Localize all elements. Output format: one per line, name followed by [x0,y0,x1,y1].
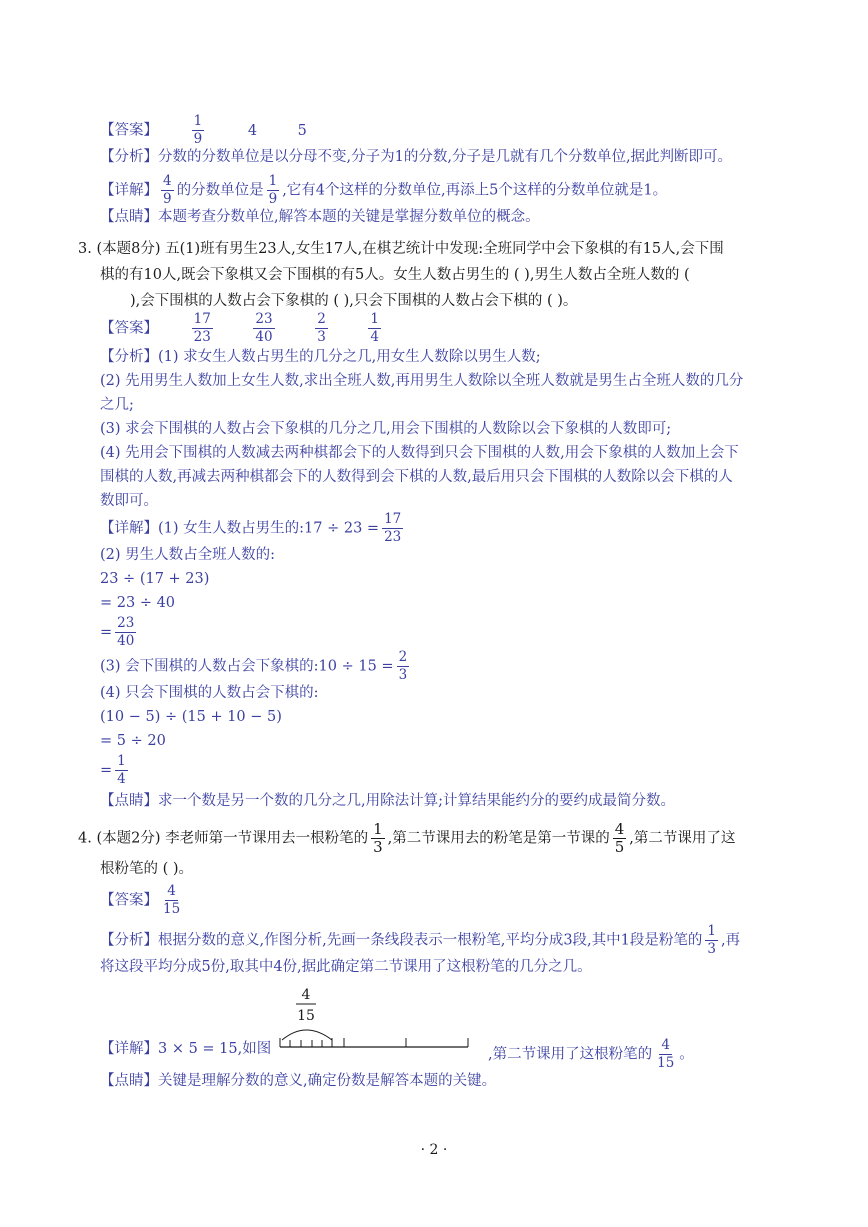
analysis-q3: (4) 先用会下围棋的人数减去两种棋都会下的人数得到只会下围棋的人数,用会下象棋的人数加上会下 [100,445,739,461]
detail-q3-3: (3) 会下围棋的人数占会下象棋的:10 ÷ 15 = $\frac{2}{3}$ [100,649,408,683]
detail-q3-4-result: = $\frac{1}{4}$ [100,753,126,787]
answer-fraction: $\frac{17}{23}$ [193,311,211,345]
analysis-q4-line2: 将这段平均分成5份,取其中4份,据此确定第二节课用了这根粉笔的几分之几。 [100,959,592,975]
question-4-line2: 根粉笔的 ( )。 [100,861,194,877]
answer-label: 【答案】 [100,122,158,139]
answer-fraction: $\frac{1}{4}$ [370,311,379,345]
analysis-q3: (2) 先用男生人数加上女生人数,求出全班人数,再用男生人数除以全班人数就是男生占全班人数的几分 [100,373,744,389]
analysis-q3: 【分析】(1) 求女生人数占男生的几分之几,用女生人数除以男生人数; [100,349,541,365]
detail-s2: 【详解】 $\frac{4}{9}$ 的分数单位是 $\frac{1}{9}$ ,它有4个这样的分数单位,再添上5个这样的分数单位就是1。 [100,173,668,207]
segment-diagram [270,980,480,1052]
analysis-q3: 之几; [100,397,134,413]
answer-value: 4 [247,122,258,139]
detail-q4-suffix: ,第二节课用了这根粉笔的 $\frac{4}{15}$ 。 [488,1037,694,1071]
brace-arc [282,1030,332,1040]
comment-q3: 【点睛】求一个数是另一个数的几分之几,用除法计算;计算结果能约分的要约成最简分数。 [100,793,675,809]
analysis-q3: 数即可。 [100,493,158,509]
detail-q3-4-title: (4) 只会下围棋的人数占会下棋的: [100,685,319,701]
question-3-line1: 3. (本题8分) 五(1)班有男生23人,女生17人,在棋艺统计中发现:全班同学中会下象棋的有15人,会下围 [78,241,724,257]
question-4-line1: 4. (本题2分) 李老师第一节课用去一根粉笔的 $\frac{1}{3}$ ,第二节课用去的粉笔是第一节课的 $\frac{4}{5}$ ,第二节课用了这 [78,820,736,856]
analysis-q4: 【分析】根据分数的意义,作图分析,先画一条线段表示一根粉笔,平均分成3段,其中1段是粉笔的 $\frac{1}{3}$ ,再 [100,923,741,957]
detail-q3-2-title: (2) 男生人数占全班人数的: [100,547,276,563]
comment-q4: 【点睛】关键是理解分数的意义,确定份数是解答本题的关键。 [100,1073,497,1089]
detail-q3-2-result: = $\frac{23}{40}$ [100,615,135,649]
answer-row-s2 [100,114,307,147]
diagram-fraction-denominator: 15 [297,1008,315,1024]
detail-q4-prefix: 【详解】3 × 5 = 15,如图 [100,1041,272,1057]
analysis-s2: 【分析】分数的分数单位是以分母不变,分子为1的分数,分子是几就有几个分数单位,据此判断即可。 [100,149,733,165]
question-3-line2: 棋的有10人,既会下象棋又会下围棋的有5人。女生人数占男生的 ( ),男生人数占全班人数的 ( [100,267,690,283]
detail-q3-4-step: = 5 ÷ 20 [100,733,166,749]
answer-fraction: $\frac{1}{9}$ [193,113,203,147]
answer-row-q4: 【答案】 $\frac{4}{15}$ [100,883,181,917]
analysis-q3: (3) 求会下围棋的人数占会下象棋的几分之几,用会下围棋的人数除以会下象棋的人数即可; [100,421,672,437]
answer-fraction: $\frac{2}{3}$ [317,311,326,345]
question-3-line3: ),会下围棋的人数占会下象棋的 ( ),只会下围棋的人数占会下棋的 ( )。 [130,293,578,309]
diagram-fraction-numerator: 4 [301,987,311,1003]
page-number: · 2 · [420,1142,448,1158]
detail-q3-4-step: (10 − 5) ÷ (15 + 10 − 5) [100,709,282,725]
answer-fraction: $\frac{23}{40}$ [255,311,273,345]
detail-q3-1: 【详解】(1) 女生人数占男生的:17 ÷ 23 = $\frac{17}{23}$ [100,511,402,545]
analysis-q3: 围棋的人数,再减去两种棋都会下的人数得到会下棋的人数,最后用只会下围棋的人数除以会下棋的人 [100,469,733,485]
answer-row-q3: 【答案】 $\frac{17}{23}$ $\frac{23}{40}$ $\frac{2}{3}$ $\frac{1}{4}$ [100,312,384,345]
detail-q3-2-step: 23 ÷ (17 + 23) [100,571,210,587]
answer-value: 5 [297,122,307,139]
comment-s2: 【点睛】本题考查分数单位,解答本题的关键是掌握分数单位的概念。 [100,209,540,225]
detail-q3-2-step: = 23 ÷ 40 [100,595,176,611]
